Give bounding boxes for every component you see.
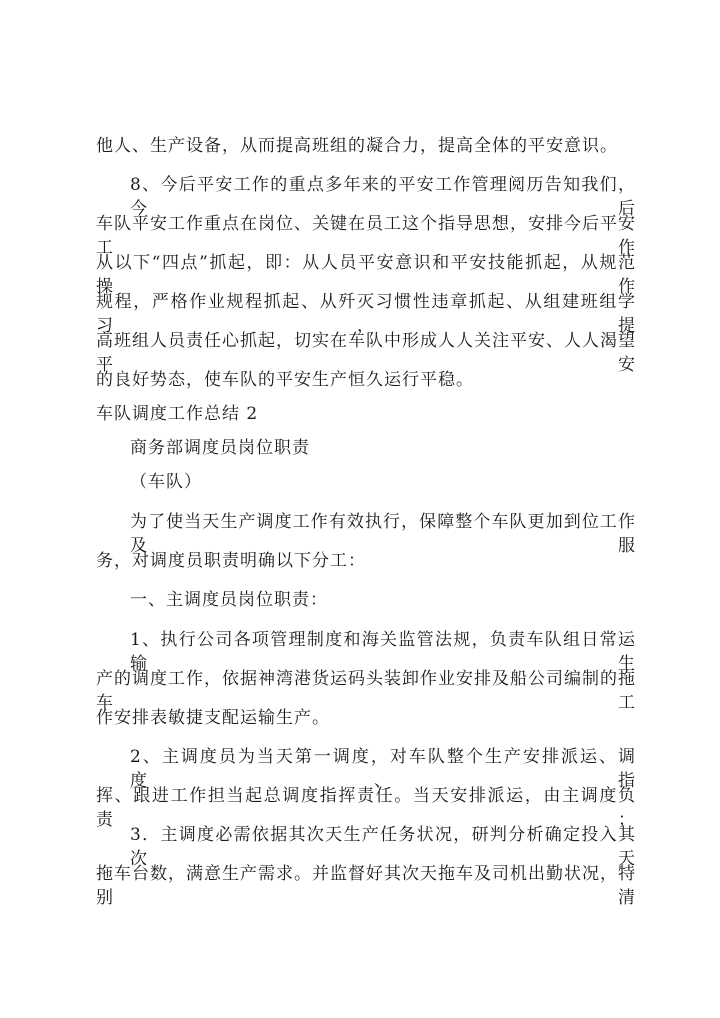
text-line: 3．主调度必需依据其次天生产任务状况，研判分析确定投入其次天 [130,825,636,869]
text-line: 车队平安工作重点在岗位、关键在员工这个指导思想，安排今后平安工作 [96,214,636,258]
document-title: 商务部调度员岗位职责 [130,438,310,458]
text-line: 1、执行公司各项管理制度和海关监管法规，负责车队组日常运输生 [130,630,636,674]
text-line: 产的调度工作，依据神湾港货运码头装卸作业安排及船公司编制的拖车工 [96,669,636,713]
text-line: 2、主调度员为当天第一调度，对车队整个生产安排派运、调度、指 [130,747,636,791]
section-heading: 车队调度工作总结 2 [96,404,259,424]
text-line: 的良好势态，使车队的平安生产恒久运行平稳。 [96,370,474,390]
text-line: 他人、生产设备，从而提高班组的凝合力，提高全体的平安意识。 [96,136,618,156]
document-subtitle: （车队） [130,472,202,492]
text-line: 从以下“四点”抓起，即：从人员平安意识和平安技能抓起，从规范操作 [96,253,636,297]
subsection-heading: 一、主调度员岗位职责： [130,590,328,610]
text-line: 规程，严格作业规程抓起、从歼灭习惯性违章抓起、从组建班组学习，提 [96,292,636,336]
text-line: 为了使当天生产调度工作有效执行，保障整个车队更加到位工作及服 [130,512,636,556]
text-line: 拖车台数，满意生产需求。并监督好其次天拖车及司机出勤状况，特别清 [96,864,636,908]
text-line: 作安排表敏捷支配运输生产。 [96,708,330,728]
text-line: 务，对调度员职责明确以下分工： [96,551,366,571]
text-line: 8、今后平安工作的重点多年来的平安工作管理阅历告知我们，今后 [130,175,636,219]
text-line: 高班组人员责任心抓起，切实在车队中形成人人关注平安、人人渴望平安 [96,331,636,375]
text-line: 挥、跟进工作担当起总调度指挥责任。当天安排派运，由主调度负责； [96,786,636,830]
